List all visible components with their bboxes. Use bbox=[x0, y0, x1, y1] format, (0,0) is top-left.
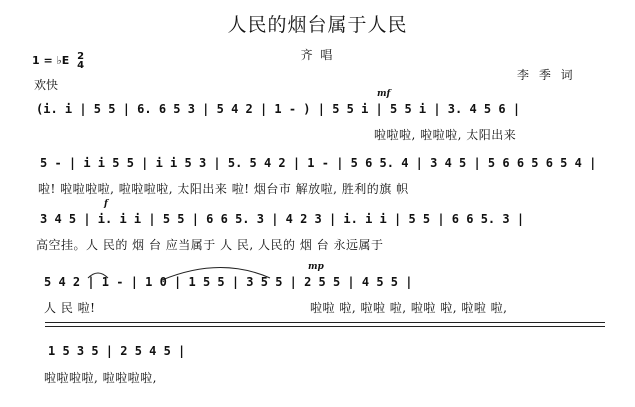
score-line-1-notes: (i. i | 5 5 | 6. 6 5 3 | 5 4 2 | 1 - ) | 5 5 i | 5 5 i | 3. 4 5 6 | bbox=[36, 102, 521, 116]
score-line-4-lyrics-left: 人 民 啦! bbox=[44, 301, 96, 315]
lyricist-credit: 李 季 词 bbox=[517, 68, 576, 82]
time-signature-top: 2 bbox=[77, 51, 85, 62]
key-signature bbox=[32, 52, 84, 70]
score-line-4-lyrics-right: 啦啦 啦, 啦啦 啦, 啦啦 啦, 啦啦 啦, bbox=[310, 301, 508, 315]
score-line-3-lyrics: 高空挂。人 民的 烟 台 应当属于 人 民, 人民的 烟 台 永远属于 bbox=[36, 238, 384, 252]
key-label: 1 = ♭E bbox=[32, 54, 70, 67]
score-line-2-lyrics: 啦! 啦啦啦啦, 啦啦啦啦, 太阳出来 啦! 烟台市 解放啦, 胜利的旗 帜 bbox=[38, 182, 409, 196]
score-line-5-notes: 1 5 3 5 | 2 5 4 5 | bbox=[48, 344, 186, 358]
score-line-2-notes: 5 - | i i 5 5 | i i 5 3 | 5. 5 4 2 | 1 - | 5 6 5. 4 | 3 4 5 | 5 6 6 5 6 5 4 | bbox=[40, 156, 597, 170]
performance-type: 齐 唱 bbox=[300, 48, 335, 62]
score-line-3-notes: 3 4 5 | i. i i | 5 5 | 6 6 5. 3 | 4 2 3 | i. i i | 5 5 | 6 6 5. 3 | bbox=[40, 212, 525, 226]
score-line-5-lyrics: 啦啦啦啦, 啦啦啦啦, bbox=[44, 371, 157, 385]
separator-line bbox=[45, 326, 605, 327]
dynamic-marking: mp bbox=[308, 262, 324, 272]
tempo-marking: 欢快 bbox=[34, 78, 59, 92]
time-signature bbox=[77, 52, 84, 70]
score-line-1-lyrics: 啦啦啦, 啦啦啦, 太阳出来 bbox=[374, 128, 517, 142]
song-title: 人民的烟台属于人民 bbox=[227, 14, 408, 36]
score-line-4-notes: 5 4 2 | 1 - | 1 0 | 1 5 5 | 3 5 5 | 2 5 5 | 4 5 5 | bbox=[44, 275, 413, 289]
separator-line bbox=[45, 322, 605, 323]
dynamic-marking: f bbox=[104, 199, 108, 209]
dynamic-marking: mf bbox=[377, 89, 391, 99]
time-signature-bottom: 4 bbox=[77, 60, 85, 71]
